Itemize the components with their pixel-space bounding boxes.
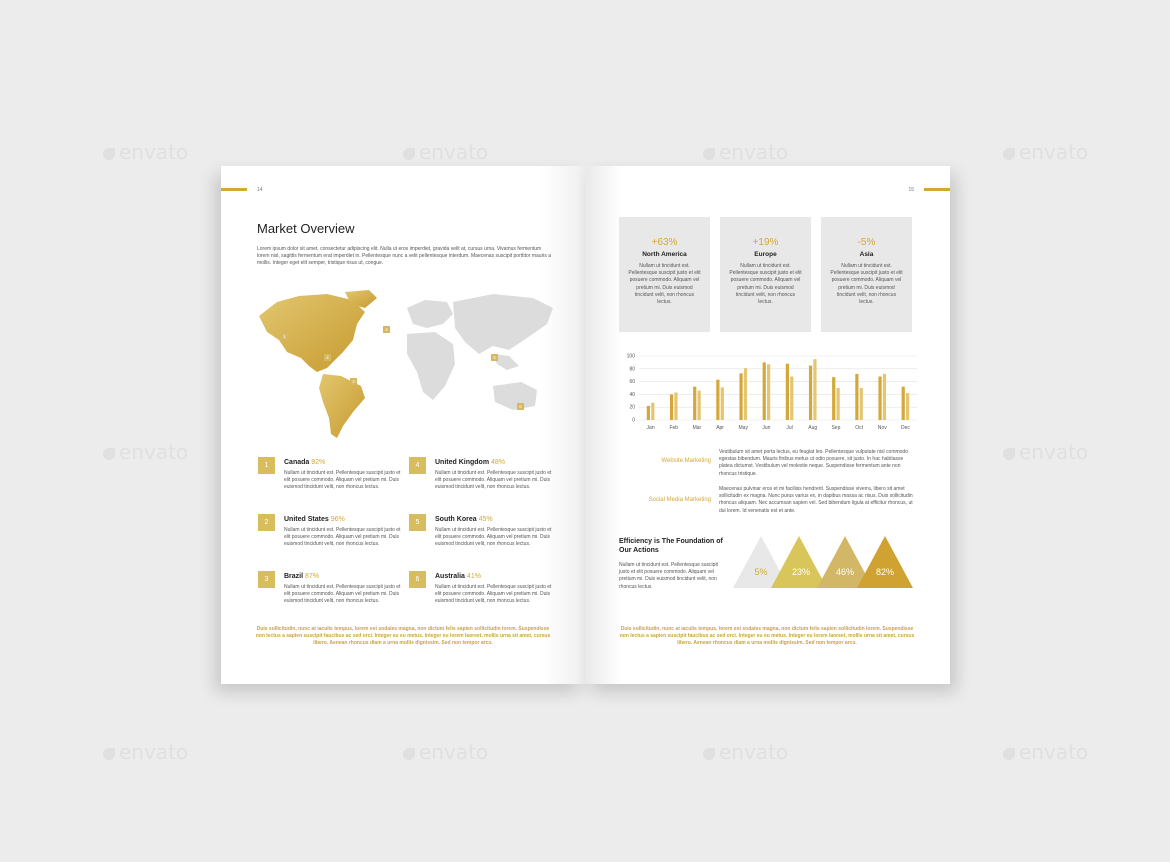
europe-shape: [407, 300, 453, 328]
efficiency-text: Nullam ut tincidunt est. Pellentesque suscipit justo et elit posuere commodo. Aliquam vel pretium mi. Duis euismod tincidunt velit, non rhoncus lectus.: [619, 562, 718, 590]
bar: [786, 364, 789, 420]
country-text: Nullam ut tincidunt est. Pellentesque suscipit justo et elit posuere commodo. Aliquam vel pretium mi. Duis euismod tincidunt velit, non rhoncus lectus.: [284, 584, 401, 605]
triangle-label: 82%: [875, 567, 895, 577]
country-name: South Korea 45%: [435, 516, 493, 523]
region-name: North America: [642, 251, 687, 258]
x-tick-label: Nov: [877, 425, 887, 431]
triangle-23: [771, 536, 827, 588]
y-tick-label: 0: [632, 417, 635, 424]
country-text: Nullam ut tincidunt est. Pellentesque suscipit justo et elit posuere commodo. Aliquam vel pretium mi. Duis euismod tincidunt velit, non rhoncus lectus.: [435, 470, 552, 491]
bar: [878, 376, 881, 420]
watermark: envato: [1003, 440, 1088, 464]
x-tick-label: May: [738, 425, 748, 431]
y-tick-label: 20: [629, 404, 635, 411]
map-marker: 1: [281, 333, 288, 340]
accent-bar: [924, 188, 950, 191]
watermark: envato: [103, 140, 188, 164]
triangle-82: [857, 536, 913, 588]
page-number: 14: [257, 187, 263, 193]
africa-shape: [407, 332, 455, 400]
bar: [860, 388, 863, 420]
bar: [739, 373, 742, 420]
bar: [698, 391, 701, 420]
bar: [721, 387, 724, 420]
x-tick-label: Mar: [692, 425, 702, 431]
x-tick-label: Jun: [762, 425, 771, 431]
country-text: Nullam ut tincidunt est. Pellentesque suscipit justo et elit posuere commodo. Aliquam vel pretium mi. Duis euismod tincidunt velit, non rhoncus lectus.: [435, 527, 552, 548]
region-stat-north-america: [619, 217, 710, 332]
bar: [790, 376, 793, 420]
country-text: Nullam ut tincidunt est. Pellentesque suscipit justo et elit posuere commodo. Aliquam vel pretium mi. Duis euismod tincidunt velit, non rhoncus lectus.: [284, 527, 401, 548]
region-name: Europe: [754, 251, 777, 258]
x-tick-label: Apr: [716, 425, 724, 431]
country-percent: 87%: [305, 573, 320, 580]
watermark: envato: [703, 740, 788, 764]
region-name: Asia: [859, 251, 874, 258]
marketing-text: Vestibulum sit amet porta lectus, eu feugiat leo. Pellentesque vulputate nisl commodo egestas bibendum. Mauris finibus metus ut odio posuere, sit justo. In hac habitasse platea dictumst. Vestibulum vel molestie neque. Suspendisse fermentum ante non rhoncus tristique.: [719, 449, 908, 477]
footer-quote: Duis sollicitudin, nunc at iaculis tempus, lorem est sodales magna, non dictum felis sapien sollicitudin lorem. Suspendisse non lectus a sapien suscipit faucibus ac sed orci. Integer eu eu metus. Integer eu lorem laoreet, mollis urna sit amet, cursus libero. Aenean rhoncus diam a urna mollis dignissim. Sed non tempor arcu.: [619, 626, 915, 647]
bar: [809, 366, 812, 420]
map-marker: 3: [350, 378, 357, 385]
bar: [855, 374, 858, 420]
country-number: 1: [258, 457, 275, 474]
bar: [832, 377, 835, 420]
monthly-bar-chart: [621, 352, 921, 432]
x-tick-label: Sep: [831, 425, 841, 431]
country-text: Nullam ut tincidunt est. Pellentesque suscipit justo et elit posuere commodo. Aliquam vel pretium mi. Duis euismod tincidunt velit, non rhoncus lectus.: [284, 470, 401, 491]
accent-bar: [221, 188, 247, 191]
country-percent: 45%: [478, 516, 493, 523]
x-tick-label: Jan: [646, 425, 655, 431]
page-title: Market Overview: [257, 221, 355, 236]
bar: [744, 368, 747, 420]
envato-leaf-icon: [1003, 148, 1015, 160]
envato-leaf-icon: [103, 748, 115, 760]
country-text: Nullam ut tincidunt est. Pellentesque suscipit justo et elit posuere commodo. Aliquam vel pretium mi. Duis euismod tincidunt velit, non rhoncus lectus.: [435, 584, 552, 605]
country-name: Brazil 87%: [284, 573, 320, 580]
x-tick-label: Feb: [669, 425, 679, 431]
y-tick-label: 40: [629, 391, 635, 398]
y-tick-label: 80: [629, 366, 635, 373]
asia-shape: [453, 294, 553, 354]
north-america-shape: [259, 294, 365, 372]
country-name: United States 96%: [284, 516, 345, 523]
region-text: Nullam ut tincidunt est. Pellentesque suscipit justo et elit posuere commodo. Aliquam vel pretium mi. Duis euismod tincidunt velit, non rhoncus lectus.: [628, 263, 701, 306]
marketing-label: Social Media Marketing: [648, 497, 711, 503]
region-value: +19%: [752, 237, 779, 248]
bar: [813, 359, 816, 420]
triangle-label: 5%: [754, 567, 768, 577]
envato-leaf-icon: [1003, 448, 1015, 460]
y-tick-label: 100: [626, 353, 635, 360]
watermark: envato: [403, 140, 488, 164]
right-page: [585, 166, 950, 684]
footer-quote: Duis sollicitudin, nunc at iaculis tempus, lorem est sodales magna, non dictum felis sapien sollicitudin lorem. Suspendisse non lectus a sapien suscipit faucibus ac sed orci. Integer eu eu metus. Integer eu lorem laoreet, mollis urna sit amet, cursus libero. Aenean rhoncus diam a urna mollis dignissim. Sed non tempor arcu.: [255, 626, 551, 647]
bar: [674, 392, 677, 420]
watermark: envato: [103, 440, 188, 464]
country-percent: 48%: [491, 459, 506, 466]
country-name: Canada 92%: [284, 459, 326, 466]
country-name: Australia 41%: [435, 573, 481, 580]
bar: [767, 364, 770, 420]
country-percent: 96%: [330, 516, 345, 523]
x-tick-label: Oct: [855, 425, 863, 431]
country-percent: 41%: [466, 573, 481, 580]
watermark: envato: [403, 740, 488, 764]
bar: [883, 374, 886, 420]
region-stat-europe: [720, 217, 811, 332]
envato-leaf-icon: [403, 148, 415, 160]
map-marker: 6: [517, 403, 524, 410]
country-number: 5: [409, 514, 426, 531]
bar: [906, 393, 909, 420]
page-number: 15: [908, 187, 914, 193]
region-stat-asia: [821, 217, 912, 332]
region-value: +63%: [651, 237, 678, 248]
watermark: envato: [103, 740, 188, 764]
world-map: [257, 288, 557, 438]
x-tick-label: Aug: [808, 425, 818, 431]
x-tick-label: Dec: [900, 425, 910, 431]
efficiency-title: Efficiency is The Foundation of Our Actions: [619, 538, 723, 554]
south-america-shape: [319, 374, 365, 438]
bar: [763, 362, 766, 420]
x-tick-label: Jul: [786, 425, 793, 431]
envato-leaf-icon: [403, 748, 415, 760]
envato-leaf-icon: [103, 148, 115, 160]
bar: [902, 387, 905, 420]
intro-paragraph: Lorem ipsum dolor sit amet, consectetur adipiscing elit. Nulla ut eros imperdiet, gravida velit at, cursus urna. Vivamus fermentum lorem nisl, sagittis fermentum erat imperdiet in. Pellentesque nunc a velit pellentesque interdum. Maecenas suscipit porttitor mauris a mollis. Integer eget elit semper, tristique risus ut, congue.: [257, 246, 552, 267]
region-text: Nullam ut tincidunt est. Pellentesque suscipit justo et elit posuere commodo. Aliquam vel pretium mi. Duis euismod tincidunt velit, non rhoncus lectus.: [729, 263, 802, 306]
country-number: 6: [409, 571, 426, 588]
marketing-label: Website Marketing: [661, 458, 711, 464]
bar: [716, 380, 719, 420]
country-number: 4: [409, 457, 426, 474]
bar: [693, 387, 696, 420]
envato-leaf-icon: [703, 148, 715, 160]
map-marker: 5: [491, 354, 498, 361]
marketing-text: Maecenas pulvinar eros et mi facilisis hendrerit. Suspendisse viverra, libero sit amet sollicitudin ex magna. Nunc purus varius ex, in dapibus massa ac risus. Duis sollicitudin rhoncus aliquam. Nec accumsan sapien vel. Sed bibendum ligula at efficitur rhoncus, ut dui lorem. Id venenatis est et ante.: [719, 486, 913, 514]
region-value: -5%: [857, 237, 876, 248]
triangle-label: 23%: [791, 567, 811, 577]
watermark: envato: [1003, 740, 1088, 764]
bar: [837, 388, 840, 420]
efficiency-triangles: [733, 532, 913, 590]
country-number: 3: [258, 571, 275, 588]
bar: [670, 394, 673, 420]
bar: [647, 406, 650, 420]
envato-leaf-icon: [703, 748, 715, 760]
country-percent: 92%: [311, 459, 326, 466]
envato-leaf-icon: [103, 448, 115, 460]
left-page: [221, 166, 585, 684]
watermark: envato: [703, 140, 788, 164]
country-name: United Kingdom 48%: [435, 459, 506, 466]
country-number: 2: [258, 514, 275, 531]
y-tick-label: 60: [629, 379, 635, 386]
watermark: envato: [1003, 140, 1088, 164]
bar: [651, 403, 654, 420]
australia-shape: [493, 382, 537, 410]
map-marker: 2: [324, 354, 331, 361]
envato-leaf-icon: [1003, 748, 1015, 760]
triangle-label: 46%: [835, 567, 855, 577]
map-marker: 4: [383, 326, 390, 333]
region-text: Nullam ut tincidunt est. Pellentesque suscipit justo et elit posuere commodo. Aliquam vel pretium mi. Duis euismod tincidunt velit, non rhoncus lectus.: [830, 263, 903, 306]
